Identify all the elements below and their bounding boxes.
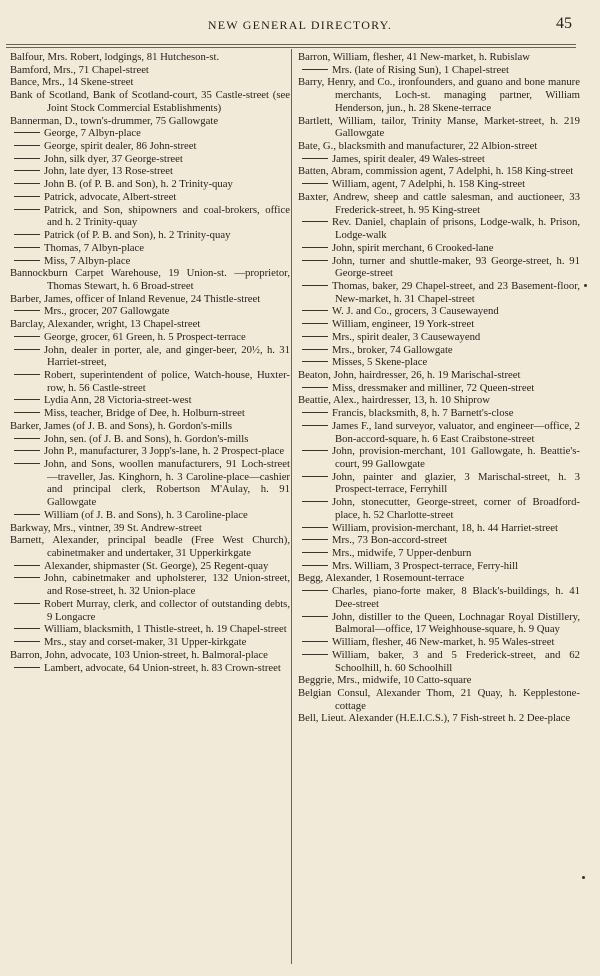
ditto-dash xyxy=(14,463,40,464)
ditto-dash xyxy=(302,450,328,451)
directory-entry xyxy=(10,165,290,178)
ditto-dash xyxy=(302,387,328,388)
ditto-dash xyxy=(14,310,40,311)
entry-text: John, distiller to the Queen, Lochnagar Royal Distillery, Balmoral—office, 17 Weighhouse-square, h. 9 Quay xyxy=(332,610,580,636)
ditto-dash xyxy=(302,336,328,337)
entry-text: John P., manufacturer, 3 Jopp's-lane, h. 2 Prospect-place xyxy=(44,445,285,458)
directory-entry xyxy=(298,76,580,114)
ditto-dash xyxy=(14,170,40,171)
ditto-dash xyxy=(302,183,328,184)
directory-entry xyxy=(10,318,290,331)
directory-entry xyxy=(298,687,580,712)
entry-text: Rev. Daniel, chaplain of prisons, Lodge-walk, h. Prison, Lodge-walk xyxy=(332,216,580,242)
entry-text: Lydia Ann, 28 Victoria-street-west xyxy=(44,394,192,407)
directory-entry xyxy=(298,153,580,166)
directory-entry xyxy=(298,560,580,573)
entry-text: Barron, John, advocate, 103 Union-street, h. Balmoral-place xyxy=(10,648,268,661)
directory-entry xyxy=(10,662,290,675)
directory-entry xyxy=(298,165,580,178)
directory-entry xyxy=(10,305,290,318)
directory-entry xyxy=(10,623,290,636)
directory-entry xyxy=(298,216,580,241)
ditto-dash xyxy=(302,221,328,222)
ditto-dash xyxy=(14,628,40,629)
entry-text: Robert, superintendent of police, Watch-house, Huxter-row, h. 56 Castle-street xyxy=(44,368,290,394)
directory-entry xyxy=(298,712,580,725)
entry-text: Barber, James, officer of Inland Revenue, 24 Thistle-street xyxy=(10,292,261,305)
directory-entry xyxy=(10,636,290,649)
directory-entry xyxy=(10,76,290,89)
ditto-dash xyxy=(302,412,328,413)
ditto-dash xyxy=(14,145,40,146)
directory-entry xyxy=(298,496,580,521)
directory-entry xyxy=(10,331,290,344)
directory-entry xyxy=(10,344,290,369)
entry-text: John, sen. (of J. B. and Sons), h. Gordon's-mills xyxy=(44,432,249,445)
ditto-dash xyxy=(302,527,328,528)
left-column xyxy=(10,51,290,961)
ditto-dash xyxy=(302,69,328,70)
entry-text: Batten, Abram, commission agent, 7 Adelphi, h. 158 King-street xyxy=(298,165,574,178)
ditto-dash xyxy=(14,374,40,375)
directory-entry xyxy=(10,51,290,64)
directory-entry xyxy=(10,534,290,559)
ditto-dash xyxy=(302,590,328,591)
directory-entry xyxy=(298,674,580,687)
entry-text: Mrs. (late of Rising Sun), 1 Chapel-street xyxy=(332,63,509,76)
entry-text: Barnett, Alexander, principal beadle (Free West Church), cabinetmaker and undertaker, 31 Upperkirkgate xyxy=(10,534,290,560)
ditto-dash xyxy=(302,285,328,286)
directory-entry xyxy=(298,611,580,636)
directory-entry xyxy=(298,318,580,331)
ditto-dash xyxy=(302,616,328,617)
ditto-dash xyxy=(302,158,328,159)
entry-text: Bannerman, D., town's-drummer, 75 Gallowgate xyxy=(10,114,219,127)
entry-text: Barker, James (of J. B. and Sons), h. Gordon's-mills xyxy=(10,419,233,432)
directory-entry xyxy=(10,267,290,292)
entry-text: George, spirit dealer, 86 John-street xyxy=(44,140,197,153)
directory-entry xyxy=(298,636,580,649)
entry-text: George, 7 Albyn-place xyxy=(44,127,141,140)
ditto-dash xyxy=(14,196,40,197)
right-column xyxy=(298,51,580,961)
directory-entry xyxy=(10,64,290,77)
ditto-dash xyxy=(14,565,40,566)
directory-entry xyxy=(298,394,580,407)
ditto-dash xyxy=(14,603,40,604)
ditto-dash xyxy=(14,450,40,451)
entry-text: Mrs. William, 3 Prospect-terrace, Ferry-hill xyxy=(332,559,519,572)
entry-text: Patrick, advocate, Albert-street xyxy=(44,190,177,203)
entry-text: William, flesher, 46 New-market, h. 95 Wales-street xyxy=(332,636,555,649)
entry-text: Bartlett, William, tailor, Trinity Manse, Market-street, h. 219 Gallowgate xyxy=(298,114,580,140)
directory-entry xyxy=(298,64,580,77)
ditto-dash xyxy=(14,158,40,159)
entry-text: John B. (of P. B. and Son), h. 2 Trinity-quay xyxy=(44,178,233,191)
entry-text: William (of J. B. and Sons), h. 3 Caroline-place xyxy=(44,508,248,521)
entry-text: Francis, blacksmith, 8, h. 7 Barnett's-close xyxy=(332,407,514,420)
directory-entry xyxy=(10,433,290,446)
ditto-dash xyxy=(14,438,40,439)
entry-text: William, blacksmith, 1 Thistle-street, h. 19 Chapel-street xyxy=(44,623,287,636)
ditto-dash xyxy=(302,476,328,477)
entry-text: Lambert, advocate, 64 Union-street, h. 83 Crown-street xyxy=(44,661,281,674)
directory-entry xyxy=(10,458,290,509)
directory-entry xyxy=(10,649,290,662)
directory-entry xyxy=(10,153,290,166)
ditto-dash xyxy=(14,336,40,337)
directory-entry xyxy=(298,280,580,305)
directory-entry xyxy=(10,89,290,114)
entry-text: Mrs., grocer, 207 Gallowgate xyxy=(44,305,170,318)
page-number: 45 xyxy=(556,15,572,32)
entry-text: Barron, William, flesher, 41 New-market, h. Rubislaw xyxy=(298,51,530,63)
ditto-dash xyxy=(14,667,40,668)
entry-text: Barry, Henry, and Co., ironfounders, and guano and bone manure merchants, Loch-st. managing partner, William Henderson, jun., h. 28 Skene-terrace xyxy=(298,76,580,114)
ditto-dash xyxy=(302,641,328,642)
directory-entry xyxy=(10,127,290,140)
directory-entry xyxy=(298,572,580,585)
ditto-dash xyxy=(14,260,40,261)
entry-text: Alexander, shipmaster (St. George), 25 Regent-quay xyxy=(44,559,269,572)
entry-text: Beattie, Alex., hairdresser, 13, h. 10 Shiprow xyxy=(298,394,490,407)
entry-text: John, late dyer, 13 Rose-street xyxy=(44,165,173,178)
entry-text: James, spirit dealer, 49 Wales-street xyxy=(332,152,485,165)
ditto-dash xyxy=(14,514,40,515)
entry-text: John, stonecutter, George-street, corner of Broadford-place, h. 52 Charlotte-street xyxy=(332,496,580,521)
ditto-dash xyxy=(14,234,40,235)
entry-text: Mrs., stay and corset-maker, 31 Upper-kirkgate xyxy=(44,636,247,649)
entry-text: Bamford, Mrs., 71 Chapel-street xyxy=(10,63,149,76)
ditto-dash xyxy=(302,260,328,261)
ditto-dash xyxy=(14,209,40,210)
entry-text: John, painter and glazier, 3 Marischal-street, h. 3 Prospect-terrace, Ferryhill xyxy=(332,470,580,496)
ditto-dash xyxy=(14,577,40,578)
directory-entry xyxy=(10,140,290,153)
running-title: NEW GENERAL DIRECTORY. xyxy=(207,18,393,32)
directory-entry xyxy=(298,242,580,255)
entry-text: Miss, dressmaker and milliner, 72 Queen-street xyxy=(332,381,535,394)
directory-entry xyxy=(298,407,580,420)
running-header xyxy=(0,14,600,36)
directory-entry xyxy=(298,547,580,560)
directory-entry xyxy=(298,305,580,318)
directory-entry xyxy=(10,293,290,306)
directory-entry xyxy=(10,407,290,420)
entry-text: John, silk dyer, 37 George-street xyxy=(44,152,183,165)
directory-entry xyxy=(298,140,580,153)
ditto-dash xyxy=(14,399,40,400)
directory-entry xyxy=(298,522,580,535)
directory-entry xyxy=(10,369,290,394)
entry-text: Mrs., broker, 74 Gallowgate xyxy=(332,343,453,356)
entry-text: Miss, teacher, Bridge of Dee, h. Holburn-street xyxy=(44,407,245,420)
entry-text: John, dealer in porter, ale, and ginger-beer, 20½, h. 31 Harriet-street, xyxy=(44,343,290,369)
ditto-dash xyxy=(14,412,40,413)
directory-entry xyxy=(10,178,290,191)
ditto-dash xyxy=(14,247,40,248)
entry-text: Beggrie, Mrs., midwife, 10 Catto-square xyxy=(298,674,472,687)
entry-text: Mrs., 73 Bon-accord-street xyxy=(332,534,448,547)
directory-entry xyxy=(298,369,580,382)
directory-entry xyxy=(10,522,290,535)
entry-text: Thomas, 7 Albyn-place xyxy=(44,241,145,254)
column-divider xyxy=(291,49,292,964)
entry-text: John, provision-merchant, 101 Gallowgate, h. Beattie's-court, 99 Gallowgate xyxy=(332,445,580,470)
directory-entry xyxy=(10,229,290,242)
entry-text: Barclay, Alexander, wright, 13 Chapel-street xyxy=(10,318,201,331)
directory-entry xyxy=(298,534,580,547)
directory-entry xyxy=(10,204,290,229)
entry-text: Mrs., midwife, 7 Upper-denburn xyxy=(332,547,472,560)
directory-entry xyxy=(10,242,290,255)
ditto-dash xyxy=(302,310,328,311)
entry-text: Barkway, Mrs., vintner, 39 St. Andrew-street xyxy=(10,521,202,534)
directory-entry xyxy=(298,115,580,140)
directory-entry xyxy=(10,191,290,204)
entry-text: Robert Murray, clerk, and collector of outstanding debts, 9 Longacre xyxy=(44,597,290,623)
directory-entry xyxy=(298,649,580,674)
entry-text: Bance, Mrs., 14 Skene-street xyxy=(10,76,134,89)
header-double-rule xyxy=(6,44,576,48)
entry-text: W. J. and Co., grocers, 3 Causewayend xyxy=(332,305,499,318)
entry-text: James F., land surveyor, valuator, and engineer—office, 2 Bon-accord-square, h. 6 East Craibstone-street xyxy=(332,419,580,445)
entry-text: Misses, 5 Skene-place xyxy=(332,356,428,369)
entry-text: Bank of Scotland, Bank of Scotland-court, 35 Castle-street (see Joint Stock Commercial Establishments) xyxy=(10,89,290,114)
entry-text: Patrick, and Son, shipowners and coal-brokers, office and h. 2 Trinity-quay xyxy=(44,203,290,229)
entry-text: Thomas, baker, 29 Chapel-street, and 23 Basement-floor, New-market, h. 31 Chapel-street xyxy=(332,279,580,305)
directory-entry xyxy=(298,344,580,357)
ditto-dash xyxy=(302,247,328,248)
ditto-dash xyxy=(302,323,328,324)
directory-entry xyxy=(298,178,580,191)
entry-text: John, turner and shuttle-maker, 93 George-street, h. 91 George-street xyxy=(332,254,580,280)
entry-text: William, agent, 7 Adelphi, h. 158 King-street xyxy=(332,178,526,191)
ditto-dash xyxy=(14,349,40,350)
directory-entry xyxy=(298,420,580,445)
ditto-dash xyxy=(302,361,328,362)
directory-entry xyxy=(10,445,290,458)
entry-text: John, and Sons, woollen manufacturers, 91 Loch-street—traveller, Jas. Kinghorn, h. 3 Caroline-place—cashier and principal clerk, Robertson M'Aulay, h. 91 Gallowgate xyxy=(44,458,290,509)
entry-text: Mrs., spirit dealer, 3 Causewayend xyxy=(332,330,481,343)
directory-entry xyxy=(298,331,580,344)
directory-entry xyxy=(10,394,290,407)
entry-text: William, engineer, 19 York-street xyxy=(332,318,475,331)
directory-entry xyxy=(298,445,580,470)
ditto-dash xyxy=(14,641,40,642)
entry-text: Belgian Consul, Alexander Thom, 21 Quay, h. Kepplestone-cottage xyxy=(298,686,580,712)
entry-text: Patrick (of P. B. and Son), h. 2 Trinity-quay xyxy=(44,229,231,242)
ink-speck xyxy=(584,284,587,287)
directory-entry xyxy=(10,255,290,268)
ditto-dash xyxy=(14,132,40,133)
entry-text: John, spirit merchant, 6 Crooked-lane xyxy=(332,241,494,254)
entry-text: Begg, Alexander, 1 Rosemount-terrace xyxy=(298,572,465,585)
directory-entry xyxy=(298,585,580,610)
entry-text: Miss, 7 Albyn-place xyxy=(44,254,131,267)
ditto-dash xyxy=(302,565,328,566)
directory-entry xyxy=(10,560,290,573)
directory-entry xyxy=(10,115,290,128)
directory-entry xyxy=(10,420,290,433)
directory-entry xyxy=(298,191,580,216)
directory-entry xyxy=(298,51,580,64)
directory-entry xyxy=(10,572,290,597)
entry-text: William, baker, 3 and 5 Frederick-street, and 62 Schoolhill, h. 60 Schoolhill xyxy=(332,648,580,674)
entry-text: Bate, G., blacksmith and manufacturer, 22 Albion-street xyxy=(298,140,538,153)
ditto-dash xyxy=(302,552,328,553)
directory-entry xyxy=(298,471,580,496)
directory-entry xyxy=(10,509,290,522)
entry-text: Baxter, Andrew, sheep and cattle salesman, and auctioneer, 33 Frederick-street, h. 95 King-street xyxy=(298,190,580,216)
entry-text: Charles, piano-forte maker, 8 Black's-buildings, h. 41 Dee-street xyxy=(332,585,580,610)
ditto-dash xyxy=(302,654,328,655)
directory-entry xyxy=(10,598,290,623)
entry-text: Beaton, John, hairdresser, 26, h. 19 Marischal-street xyxy=(298,368,521,381)
directory-entry xyxy=(298,382,580,395)
ditto-dash xyxy=(302,539,328,540)
entry-text: Bell, Lieut. Alexander (H.E.I.C.S.), 7 Fish-street h. 2 Dee-place xyxy=(298,712,571,725)
entry-text: Bannockburn Carpet Warehouse, 19 Union-st. —proprietor, Thomas Stewart, h. 6 Broad-street xyxy=(10,267,290,292)
directory-entry xyxy=(298,356,580,369)
entry-text: Balfour, Mrs. Robert, lodgings, 81 Hutcheson-st. xyxy=(10,51,220,63)
entry-text: John, cabinetmaker and upholsterer, 132 Union-street, and Rose-street, h. 32 Union-place xyxy=(44,572,290,598)
directory-entry xyxy=(298,255,580,280)
ditto-dash xyxy=(14,183,40,184)
ditto-dash xyxy=(302,425,328,426)
entry-text: George, grocer, 61 Green, h. 5 Prospect-terrace xyxy=(44,330,246,343)
ditto-dash xyxy=(302,501,328,502)
ink-speck xyxy=(582,876,585,879)
entry-text: William, provision-merchant, 18, h. 44 Harriet-street xyxy=(332,521,559,534)
ditto-dash xyxy=(302,349,328,350)
